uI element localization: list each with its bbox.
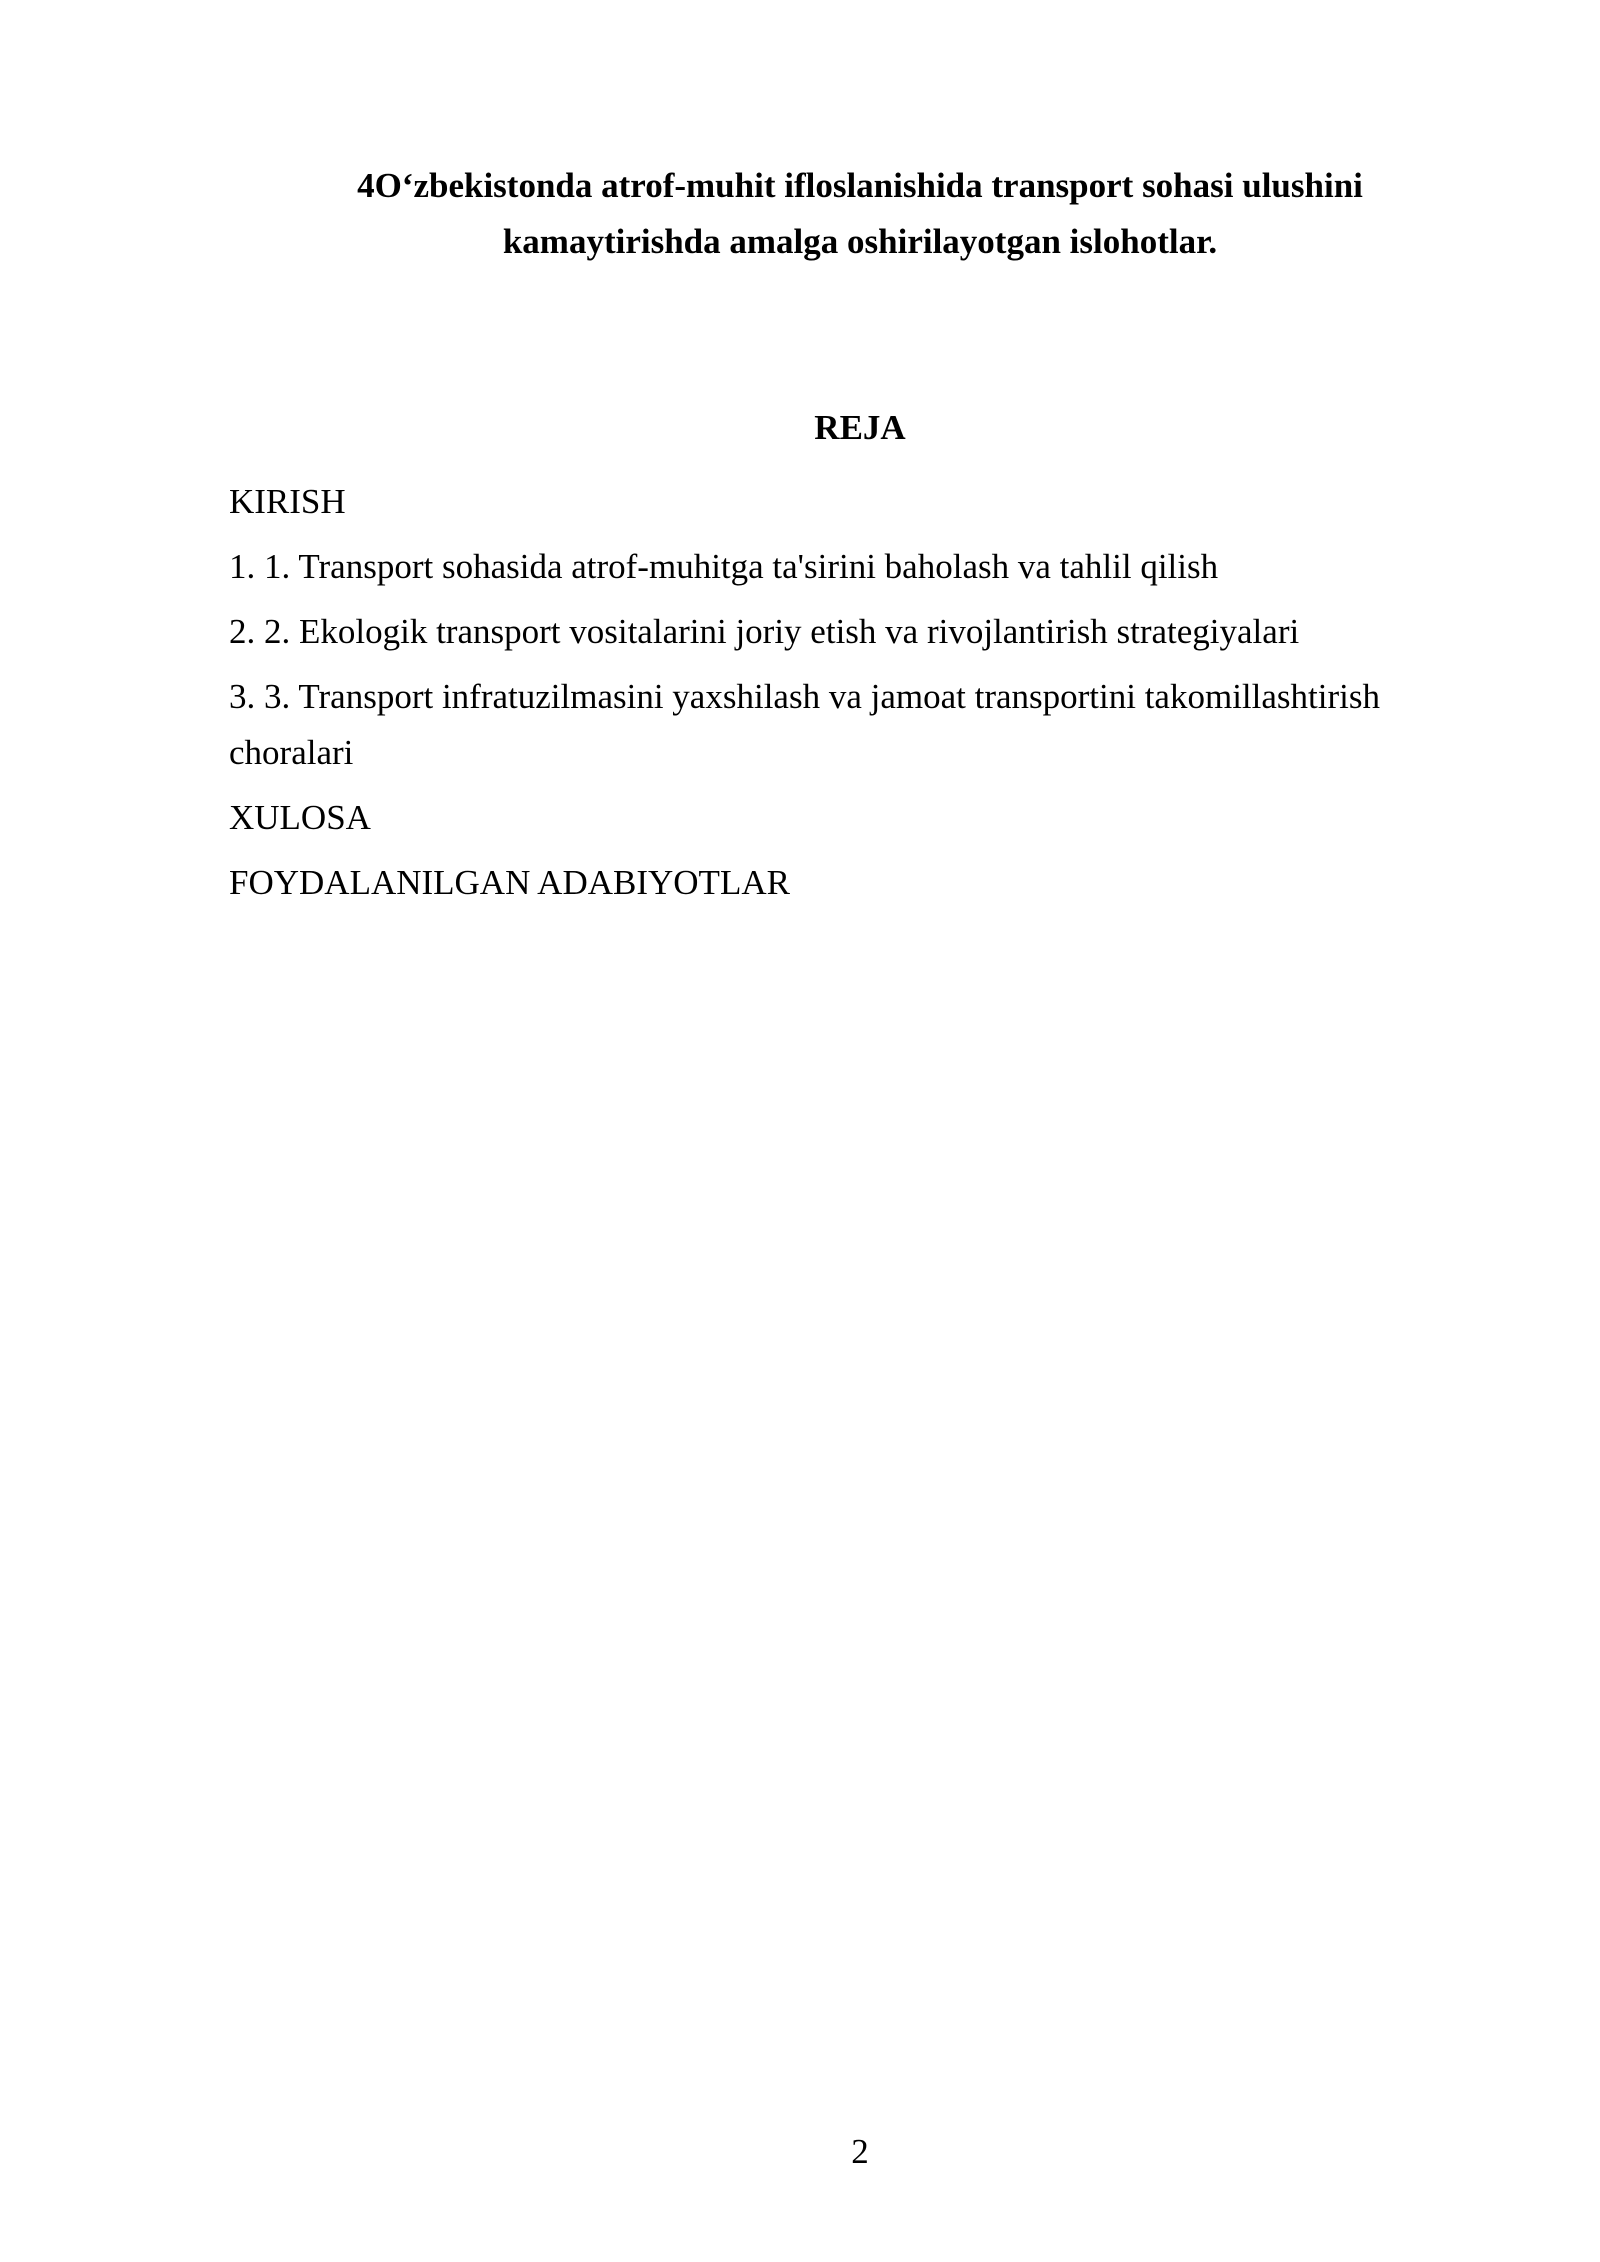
plan-item-2: 2. 2. Ekologik transport vositalarini joriy etish va rivojlantirish strategiyalari: [229, 612, 1300, 651]
page-number: 2: [851, 2132, 869, 2171]
document-title-line-2: kamaytirishda amalga oshirilayotgan islohotlar.: [502, 222, 1218, 261]
plan-heading: REJA: [814, 408, 906, 447]
plan-list: [229, 474, 1489, 920]
document-title-line-1: 4O‘zbekistonda atrof-muhit ifloslanishida transport sohasi ulushini: [357, 166, 1363, 205]
plan-item-references: FOYDALANILGAN ADABIYOTLAR: [229, 863, 790, 902]
plan-item-3: 3. 3. Transport infratuzilmasini yaxshilash va jamoat transportini takomillashtirish choralari: [229, 677, 1380, 772]
plan-item-conclusion: XULOSA: [229, 798, 371, 837]
plan-item-introduction: KIRISH: [229, 482, 346, 521]
document-title: [300, 158, 1420, 270]
plan-item-1: 1. 1. Transport sohasida atrof-muhitga ta'sirini baholash va tahlil qilish: [229, 547, 1219, 586]
